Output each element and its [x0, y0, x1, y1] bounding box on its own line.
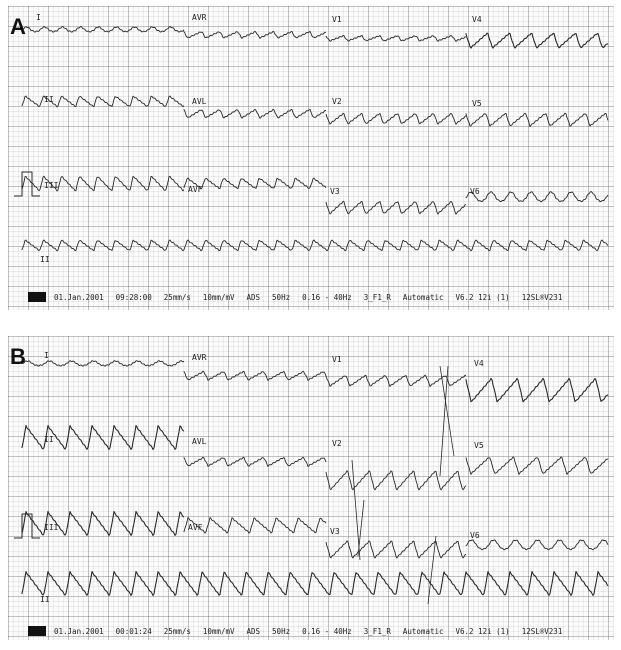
panel-label-b: B [10, 344, 26, 369]
footer-device: 12SL®V231 [521, 292, 563, 302]
footer-marker [28, 292, 46, 302]
ecg-trace-r1c4 [466, 378, 608, 401]
ecg-trace-r1c3 [326, 375, 466, 386]
footer-format: 3_F1_R [363, 292, 391, 302]
lead-label-v3: V3 [330, 527, 340, 536]
footer-gain: 10mm/mV [202, 292, 235, 302]
lead-label-avf: AVF [188, 523, 203, 532]
lead-label-avr: AVR [192, 13, 207, 22]
lead-label-v4: V4 [472, 15, 482, 24]
footer-ads: ADS [246, 626, 261, 636]
footer-gain: 10mm/mV [202, 626, 235, 636]
lead-label-i: I [36, 13, 41, 22]
ecg-strip-a [8, 6, 614, 310]
footer-date: 01.Jan.2001 [54, 626, 104, 636]
footer-mains: 50Hz [272, 626, 291, 636]
footer-time: 09:28:00 [115, 292, 152, 302]
artifact-line-5 [428, 536, 436, 604]
ecg-trace-r3c2 [184, 178, 326, 189]
footer-filter: 0.16 - 40Hz [302, 292, 352, 302]
footer-filter: 0.16 - 40Hz [302, 626, 352, 636]
lead-label-avf: AVF [188, 185, 203, 194]
ecg-trace-r3c2 [184, 518, 326, 534]
lead-label-v5: V5 [472, 99, 482, 108]
footer-mode: Automatic [402, 292, 444, 302]
ecg-footer-a [0, 292, 621, 302]
lead-label-v1: V1 [332, 15, 342, 24]
panel-label-a: A [10, 14, 26, 39]
lead-label-v5: V5 [474, 441, 484, 450]
footer-mains: 50Hz [272, 292, 291, 302]
lead-label-v1: V1 [332, 355, 342, 364]
lead-label-v6: V6 [470, 187, 480, 196]
ecg-trace-r1c1 [22, 26, 184, 32]
ecg-trace-r2c3 [326, 471, 466, 490]
footer-format: 3_F1_R [363, 626, 391, 636]
ecg-footer-b [0, 626, 621, 636]
ecg-trace-r2c2 [184, 109, 326, 118]
lead-label-rhythm-ii: II [40, 255, 50, 264]
lead-label-avr: AVR [192, 353, 207, 362]
footer-speed: 25mm/s [163, 626, 191, 636]
ecg-trace-r3c3 [326, 201, 466, 214]
ecg-trace-r2c4 [466, 113, 608, 127]
footer-ads: ADS [246, 292, 261, 302]
lead-label-avl: AVL [192, 437, 207, 446]
lead-label-ii: II [44, 95, 54, 104]
footer-date: 01.Jan.2001 [54, 292, 104, 302]
calibration-pulse [14, 172, 40, 196]
ecg-trace-r2c3 [326, 113, 466, 124]
lead-label-v6: V6 [470, 531, 480, 540]
ecg-panel-a [0, 0, 621, 318]
ecg-trace-rhythm [22, 240, 608, 251]
lead-label-v2: V2 [332, 439, 342, 448]
footer-speed: 25mm/s [163, 292, 191, 302]
lead-label-iii: III [44, 181, 59, 190]
ecg-trace-r1c1 [22, 361, 184, 367]
ecg-trace-rhythm [22, 572, 608, 596]
footer-device: 12SL®V231 [521, 626, 563, 636]
footer-mode: Automatic [402, 626, 444, 636]
ecg-tracings-a [8, 6, 614, 310]
ecg-tracings-b [8, 336, 614, 640]
lead-label-i: I [44, 351, 49, 360]
lead-label-iii: III [44, 523, 59, 532]
lead-label-v2: V2 [332, 97, 342, 106]
footer-version: V6.2 12i (1) [455, 626, 510, 636]
ecg-panel-b [0, 330, 621, 650]
ecg-strip-b [8, 336, 614, 640]
ecg-trace-r3c3 [326, 541, 466, 558]
ecg-trace-r3c4 [466, 191, 608, 202]
ecg-trace-r1c4 [466, 33, 608, 48]
ecg-trace-r1c2 [184, 371, 326, 380]
ecg-trace-r2c2 [184, 457, 326, 466]
lead-label-rhythm-ii: II [40, 595, 50, 604]
artifact-line-4 [440, 366, 448, 476]
footer-time: 00:01:24 [115, 626, 152, 636]
footer-version: V6.2 12i (1) [455, 292, 510, 302]
lead-label-avl: AVL [192, 97, 207, 106]
lead-label-ii: II [44, 435, 54, 444]
ecg-trace-r1c3 [326, 35, 466, 41]
lead-label-v3: V3 [330, 187, 340, 196]
footer-marker [28, 626, 46, 636]
ecg-trace-r3c4 [466, 540, 608, 550]
lead-label-v4: V4 [474, 359, 484, 368]
ecg-trace-r2c4 [466, 457, 608, 475]
ecg-trace-r1c2 [184, 31, 326, 38]
